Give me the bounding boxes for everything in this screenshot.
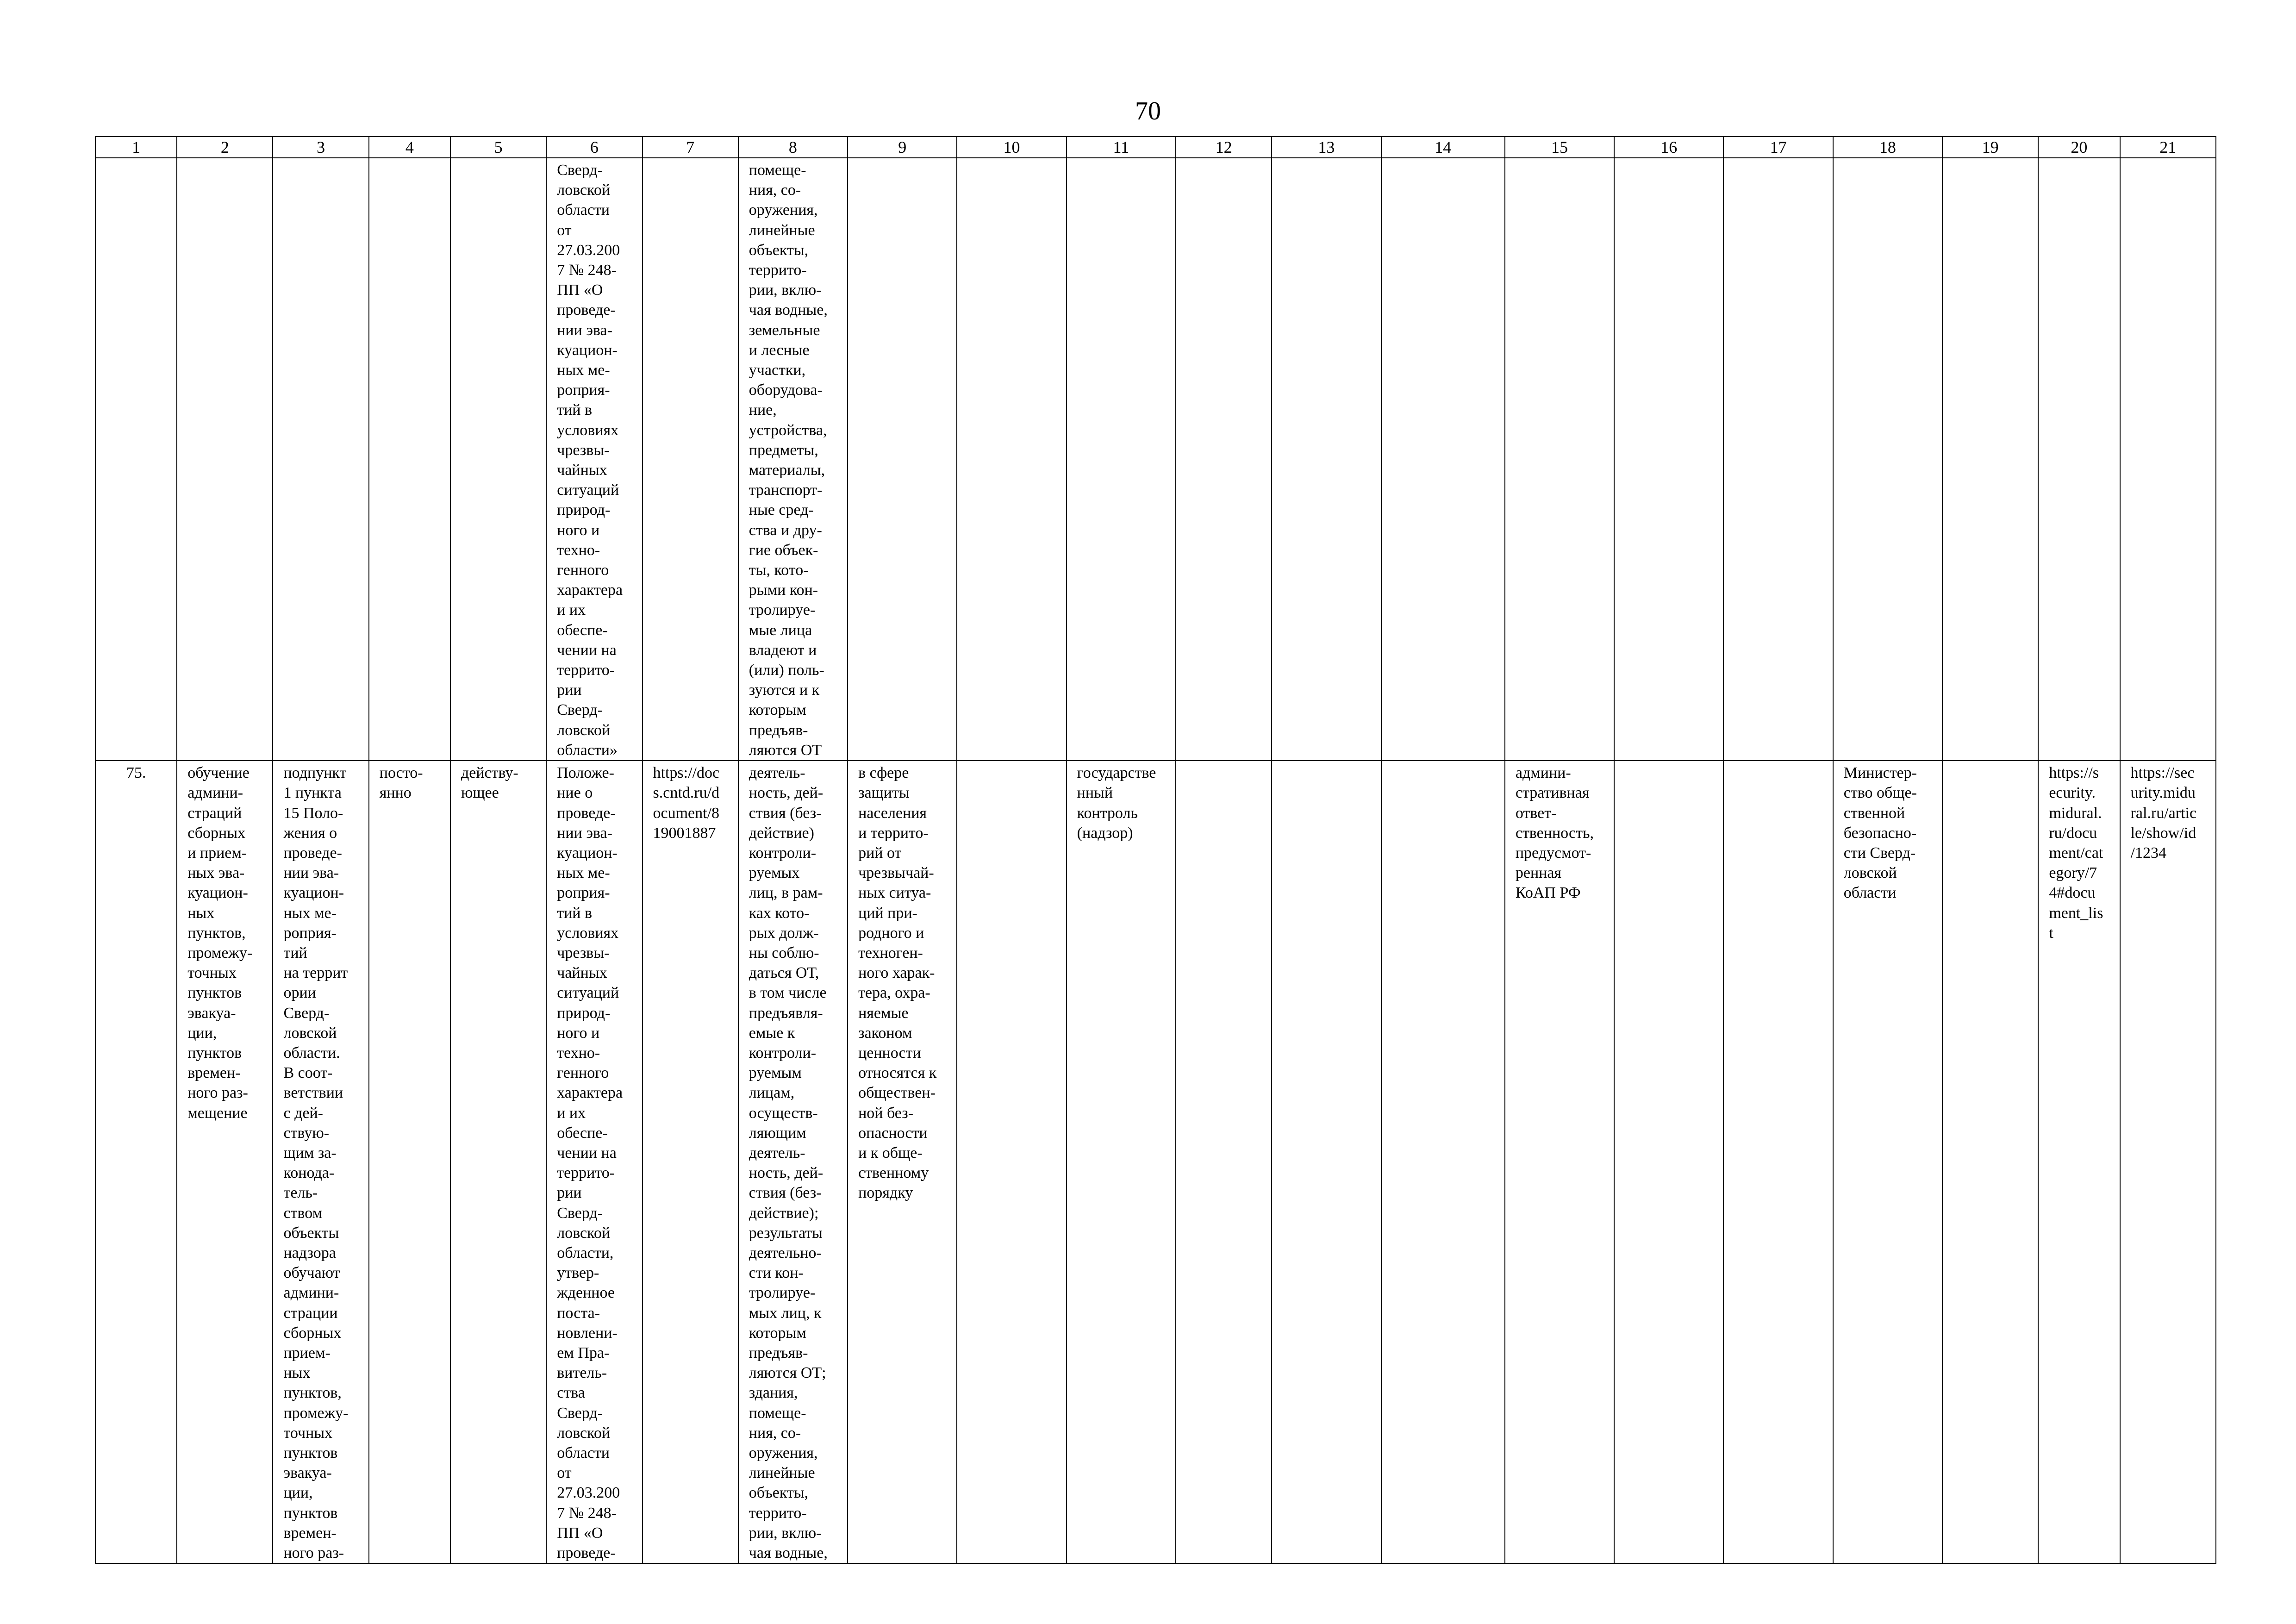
table-cell (1067, 158, 1176, 761)
column-header: 21 (2120, 137, 2216, 158)
data-table (95, 136, 2216, 1564)
table-cell (1176, 158, 1272, 761)
column-header: 6 (546, 137, 642, 158)
column-header: 19 (1942, 137, 2038, 158)
link-cell: https://doc s.cntd.ru/d ocument/8 19001887 (643, 761, 738, 1563)
table-cell (1942, 761, 2038, 1563)
table-cell (1942, 158, 2038, 761)
column-number-row (95, 137, 2216, 158)
table-cell: помеще- ния, со- оружения, линейные объекты, террито- рии, вклю- чая водные, земельные и лесные участки, оборудова- ние, устройства, предметы, материалы, транспорт- ные сред- ства и дру- гие объек- ты, кото- рыми кон- тролируе- мые лица владеют и (или) поль- зуются и к которым предъяв- ляются ОТ (738, 158, 848, 761)
table-cell (450, 158, 546, 761)
column-header: 1 (95, 137, 177, 158)
column-header: 3 (273, 137, 368, 158)
column-header: 15 (1505, 137, 1614, 158)
column-header: 4 (369, 137, 450, 158)
table-cell: посто- янно (369, 761, 450, 1563)
column-header: 20 (2038, 137, 2120, 158)
table-cell: обучение админи- страций сборных и прием- ных эва- куацион- ных пунктов, промежу- точных пунктов эвакуа- ции, пунктов времен- ного раз- мещение (177, 761, 273, 1563)
table-cell: деятель- ность, дей- ствия (без- действие) контроли- руемых лиц, в рам- ках кото- рых долж- ны соблю- даться ОТ, в том числе предъявля- емые к контроли- руемым лицам, осуществ- ляющим деятель- ность, дей- ствия (без- действие); результаты деятельно- сти кон- тролируе- мых лиц, к которым предъяв- ляются ОТ; здания, помеще- ния, со- оружения, линейные объекты, террито- рии, вклю- чая водные, (738, 761, 848, 1563)
column-header: 12 (1176, 137, 1272, 158)
row-number-cell: 75. (95, 761, 177, 1563)
table-cell (643, 158, 738, 761)
table-row (95, 158, 2216, 761)
table-cell (2038, 158, 2120, 761)
column-header: 14 (1381, 137, 1505, 158)
table-cell (957, 158, 1066, 761)
table-cell: в сфере защиты населения и террито- рий от чрезвычай- ных ситуа- ций при- родного и техноген- ного харак- тера, охра- няемые законом ценности относятся к обществен- ной без- опасности и к обще- ственному порядку (848, 761, 957, 1563)
table-cell (848, 158, 957, 761)
table-cell (1505, 158, 1614, 761)
column-header: 2 (177, 137, 273, 158)
table-cell (1723, 158, 1833, 761)
table-cell: Сверд- ловской области от 27.03.200 7 № 248- ПП «О проведе- нии эва- куацион- ных ме- роприя- тий в условиях чрезвы- чайных ситуаций природ- ного и техно- генного характера и их обеспе- чении на террито- рии Сверд- ловской области» (546, 158, 642, 761)
column-header: 11 (1067, 137, 1176, 158)
column-header: 5 (450, 137, 546, 158)
column-header: 16 (1614, 137, 1723, 158)
table-cell (1614, 761, 1723, 1563)
table-cell: Положе- ние о проведе- нии эва- куацион- ных ме- роприя- тий в условиях чрезвы- чайных ситуаций природ- ного и техно- генного характера и их обеспе- чении на террито- рии Сверд- ловской области, утвер- жденное поста- новлени- ем Пра- витель- ства Сверд- ловской области от 27.03.200 7 № 248- ПП «О проведе- (546, 761, 642, 1563)
column-header: 7 (643, 137, 738, 158)
table-cell (2120, 158, 2216, 761)
page-number: 70 (1135, 97, 1161, 125)
table-cell (1723, 761, 1833, 1563)
table-cell (1614, 158, 1723, 761)
table-cell (1381, 761, 1505, 1563)
link-cell: https://s ecurity. midural. ru/docu ment/cat egory/7 4#docu ment_lis t (2038, 761, 2120, 1563)
column-header: 9 (848, 137, 957, 158)
link-cell: https://sec urity.midu ral.ru/artic le/show/id /1234 (2120, 761, 2216, 1563)
table-cell (95, 158, 177, 761)
column-header: 10 (957, 137, 1066, 158)
column-header: 18 (1833, 137, 1942, 158)
table-cell: подпункт 1 пункта 15 Поло- жения о проведе- нии эва- куацион- ных ме- роприя- тий на террит ории Сверд- ловской области. В соот- ветствии с дей- ствую- щим за- конода- тель- ством объекты надзора обучают админи- страции сборных прием- ных пунктов, промежу- точных пунктов эвакуа- ции, пунктов времен- ного раз- (273, 761, 368, 1563)
table-cell: Министер- ство обще- ственной безопасно- сти Сверд- ловской области (1833, 761, 1942, 1563)
table-cell (1272, 761, 1381, 1563)
table-cell (177, 158, 273, 761)
column-header: 8 (738, 137, 848, 158)
table-cell (1176, 761, 1272, 1563)
column-header: 17 (1723, 137, 1833, 158)
table-cell (369, 158, 450, 761)
table-cell (273, 158, 368, 761)
column-header: 13 (1272, 137, 1381, 158)
table-cell (957, 761, 1066, 1563)
table-cell: действу- ющее (450, 761, 546, 1563)
table-cell (1833, 158, 1942, 761)
table-cell (1272, 158, 1381, 761)
table-cell: государстве нный контроль (надзор) (1067, 761, 1176, 1563)
table-cell (1381, 158, 1505, 761)
table-cell: админи- стративная ответ- ственность, предусмот- ренная КоАП РФ (1505, 761, 1614, 1563)
table-row (95, 761, 2216, 1563)
